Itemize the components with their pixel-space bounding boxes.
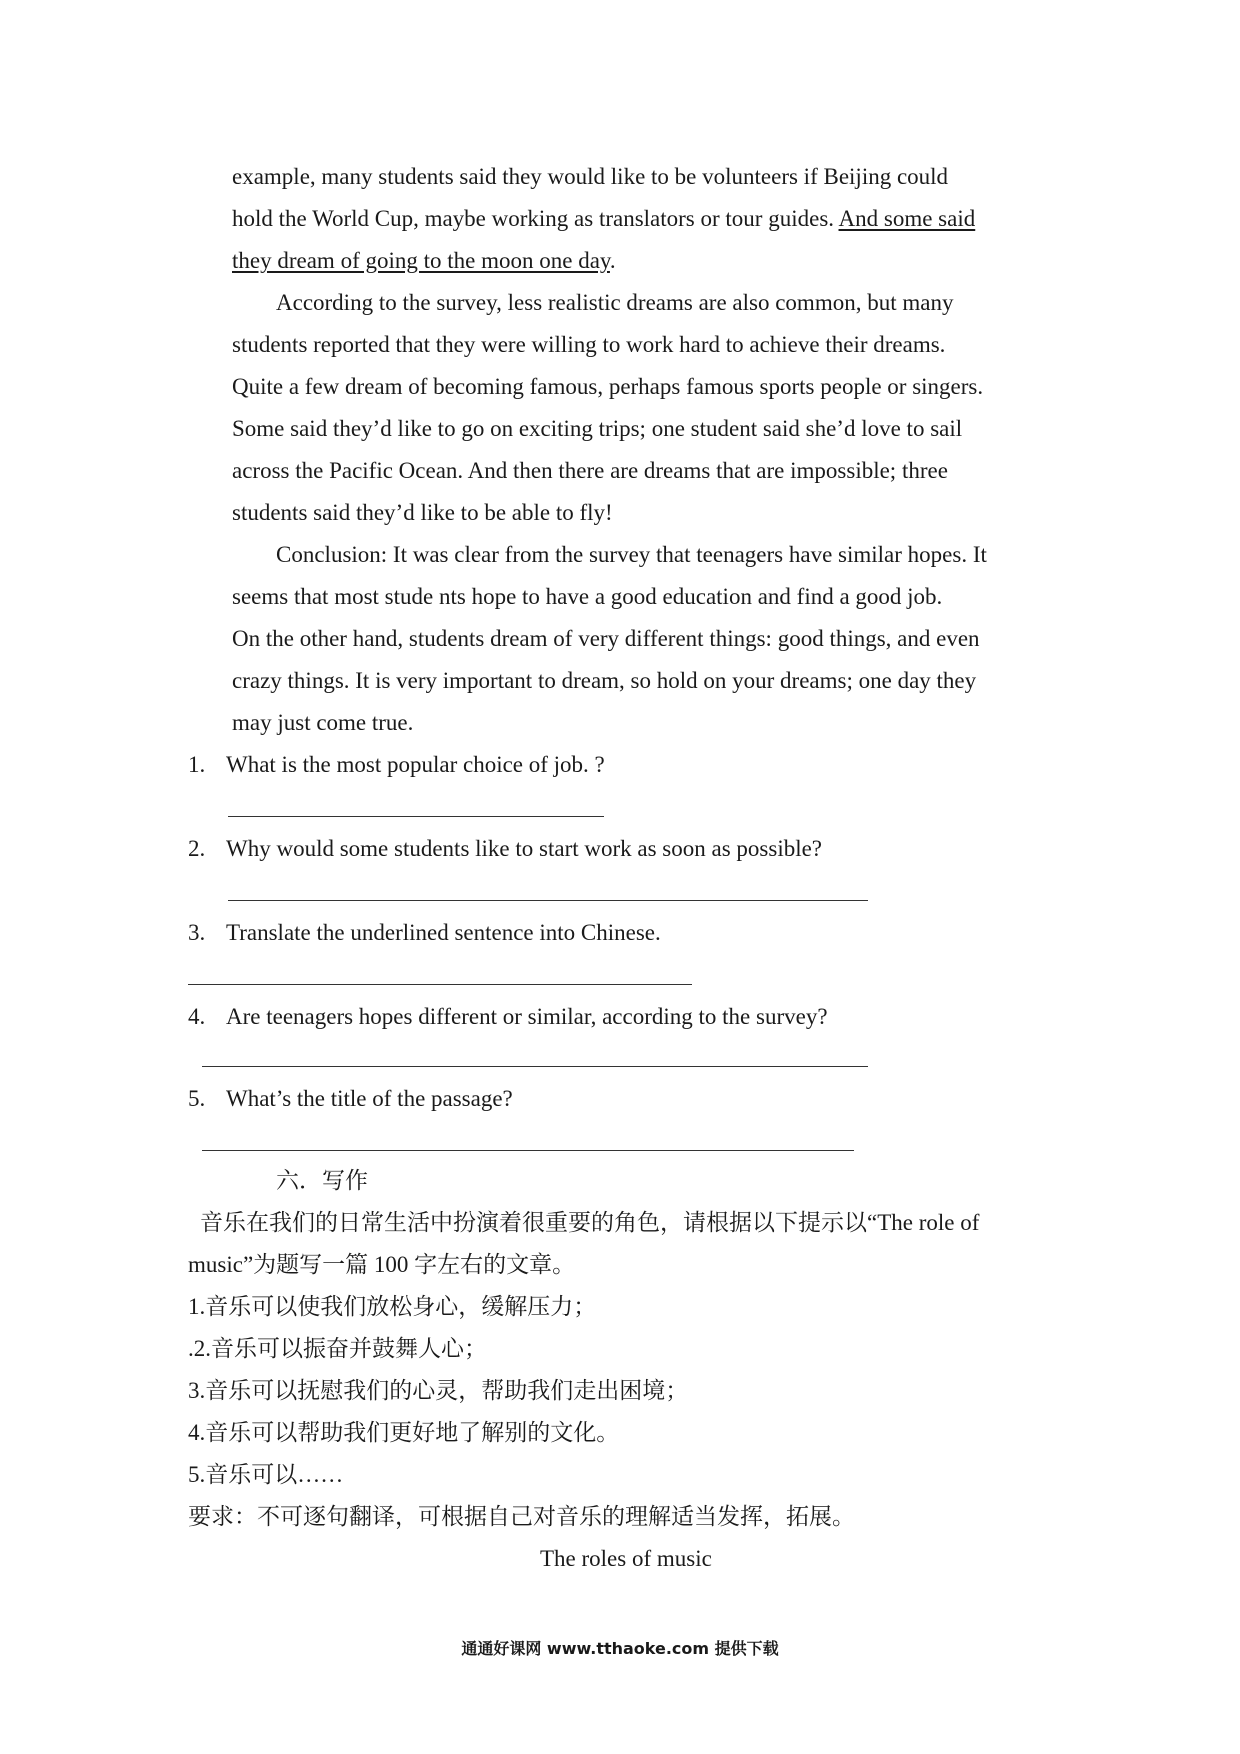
underlined-sentence: And some said — [838, 206, 976, 231]
footer-source: 通通好课网 www.tthaoke.com 提供下载 — [461, 1639, 779, 1658]
question-text: What is the most popular choice of job. ? — [226, 752, 605, 777]
essay-title: The roles of music — [540, 1546, 712, 1571]
question-number: 1. — [188, 752, 206, 777]
writing-point: .2.音乐可以振奋并鼓舞人心； — [188, 1336, 487, 1361]
passage-line: Quite a few dream of becoming famous, perhaps famous sports people or singers. — [232, 374, 984, 399]
passage-line: On the other hand, students dream of very different things: good things, and even — [232, 626, 980, 651]
passage-line: According to the survey, less realistic dreams are also common, but many — [276, 290, 954, 315]
section-heading: 六．写作 — [276, 1168, 368, 1193]
question-3 — [188, 918, 661, 948]
question-1 — [188, 750, 605, 780]
writing-point: 5.音乐可以…… — [188, 1462, 344, 1487]
passage-line — [232, 246, 616, 276]
writing-point: 3.音乐可以抚慰我们的心灵，帮助我们走出困境； — [188, 1378, 689, 1403]
question-number: 2. — [188, 836, 206, 861]
question-text: Why would some students like to start work as soon as possible? — [226, 836, 823, 861]
passage-text: hold the World Cup, maybe working as translators or tour guides. — [232, 206, 839, 231]
question-number: 3. — [188, 920, 206, 945]
question-4 — [188, 1002, 828, 1032]
writing-intro: music”为题写一篇 100 字左右的文章。 — [188, 1252, 576, 1277]
underlined-sentence: they dream of going to the moon one day — [232, 248, 610, 273]
writing-point: 4.音乐可以帮助我们更好地了解别的文化。 — [188, 1420, 620, 1445]
passage-line — [232, 204, 975, 234]
question-2 — [188, 834, 822, 864]
answer-blank-3[interactable] — [188, 984, 692, 985]
passage-line: Conclusion: It was clear from the survey that teenagers have similar hopes. It — [276, 542, 987, 567]
writing-point: 1.音乐可以使我们放松身心，缓解压力； — [188, 1294, 597, 1319]
question-5 — [188, 1084, 513, 1114]
question-number: 4. — [188, 1004, 206, 1029]
passage-line: across the Pacific Ocean. And then there are dreams that are impossible; three — [232, 458, 948, 483]
passage-line: example, many students said they would like to be volunteers if Beijing could — [232, 164, 949, 189]
passage-line: crazy things. It is very important to dream, so hold on your dreams; one day they — [232, 668, 977, 693]
passage-line: students said they’d like to be able to fly! — [232, 500, 613, 525]
passage-text: . — [609, 248, 616, 273]
question-number: 5. — [188, 1086, 206, 1111]
answer-blank-5[interactable] — [202, 1150, 854, 1151]
passage-line: students reported that they were willing to work hard to achieve their dreams. — [232, 332, 946, 357]
passage-line: may just come true. — [232, 710, 414, 735]
writing-requirement: 要求：不可逐句翻译，可根据自己对音乐的理解适当发挥，拓展。 — [188, 1504, 855, 1529]
passage-line: Some said they’d like to go on exciting trips; one student said she’d love to sail — [232, 416, 963, 441]
passage-line: seems that most stude nts hope to have a good education and find a good job. — [232, 584, 943, 609]
question-text: Translate the underlined sentence into Chinese. — [226, 920, 661, 945]
question-text: Are teenagers hopes different or similar, according to the survey? — [226, 1004, 828, 1029]
question-text: What’s the title of the passage? — [226, 1086, 513, 1111]
answer-blank-4[interactable] — [202, 1066, 868, 1067]
writing-intro: 音乐在我们的日常生活中扮演着很重要的角色，请根据以下提示以“The role of — [200, 1210, 980, 1235]
answer-blank-2[interactable] — [228, 900, 868, 901]
answer-blank-1[interactable] — [228, 816, 604, 817]
